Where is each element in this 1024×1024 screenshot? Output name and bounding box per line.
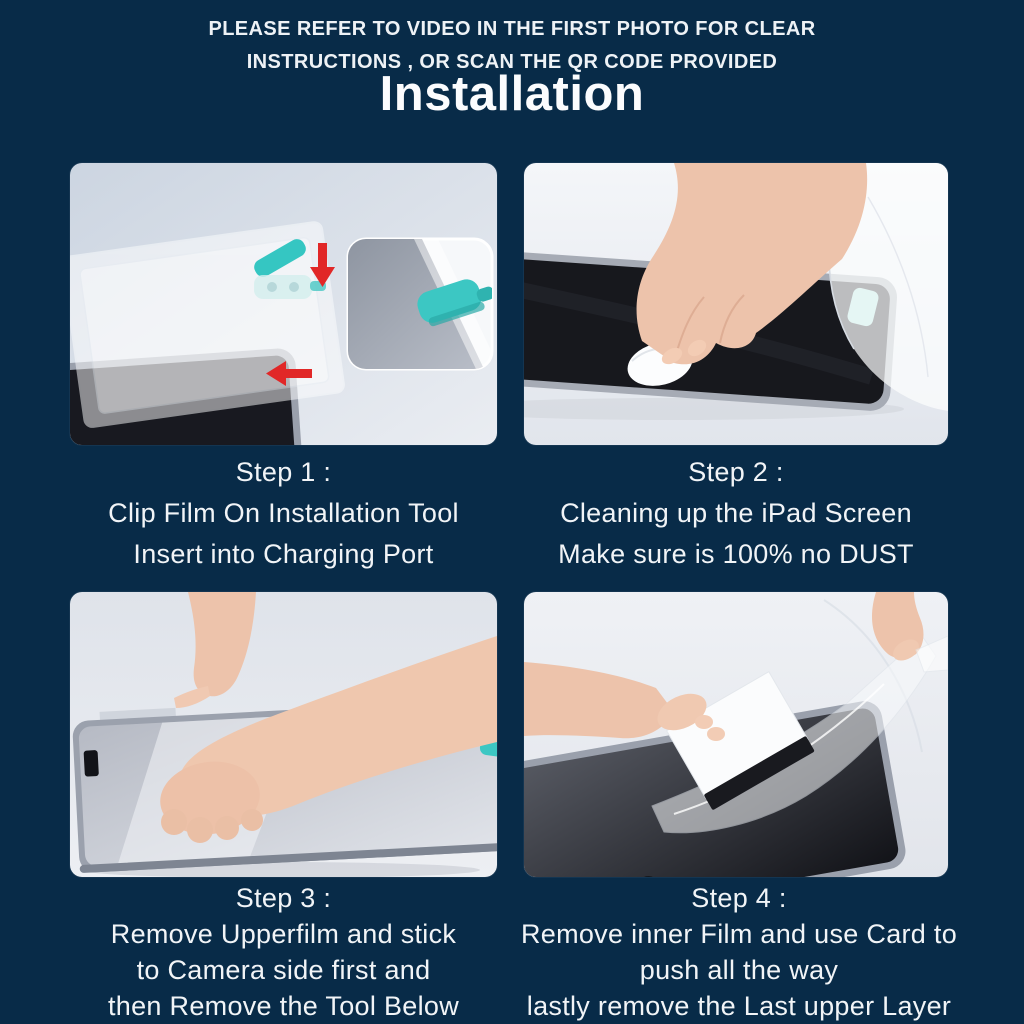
step-2-caption bbox=[506, 452, 966, 575]
caption-line: push all the way bbox=[639, 955, 839, 985]
step-3-illustration bbox=[70, 592, 497, 877]
caption-line: then Remove the Tool Below bbox=[107, 991, 459, 1021]
step-1-caption bbox=[50, 452, 517, 575]
caption-line: Insert into Charging Port bbox=[133, 539, 434, 569]
inset-detail bbox=[348, 239, 497, 369]
caption-line: Clip Film On Installation Tool bbox=[108, 498, 459, 528]
step-4-caption bbox=[496, 880, 982, 1024]
step-1-photo bbox=[70, 163, 497, 445]
camera-cutout bbox=[84, 750, 99, 777]
step-4-illustration bbox=[524, 592, 948, 877]
caption-line: Remove inner Film and use Card to bbox=[520, 919, 958, 949]
caption-line: to Camera side first and bbox=[136, 955, 431, 985]
step-1-illustration bbox=[70, 163, 497, 445]
step-4-photo bbox=[524, 592, 948, 877]
step-3-caption bbox=[50, 880, 517, 1024]
step-2-photo bbox=[524, 163, 948, 445]
caption-line: lastly remove the Last upper Layer bbox=[526, 991, 952, 1021]
step-label: Step 3 : bbox=[235, 883, 332, 913]
step-2-illustration bbox=[524, 163, 948, 445]
header-note-line-2: INSTRUCTIONS , OR SCAN THE QR CODE PROVIDED bbox=[246, 51, 778, 73]
step-label: Step 2 : bbox=[688, 457, 784, 487]
step-label: Step 1 : bbox=[235, 457, 332, 487]
page-title: Installation bbox=[379, 67, 645, 121]
step-3-photo bbox=[70, 592, 497, 877]
step-label: Step 4 : bbox=[691, 883, 787, 913]
header-note-line-1: PLEASE REFER TO VIDEO IN THE FIRST PHOTO FOR CLEAR bbox=[208, 18, 816, 40]
caption-line: Cleaning up the iPad Screen bbox=[560, 498, 912, 528]
caption-line: Make sure is 100% no DUST bbox=[558, 539, 914, 569]
caption-line: Remove Upperfilm and stick bbox=[110, 919, 457, 949]
